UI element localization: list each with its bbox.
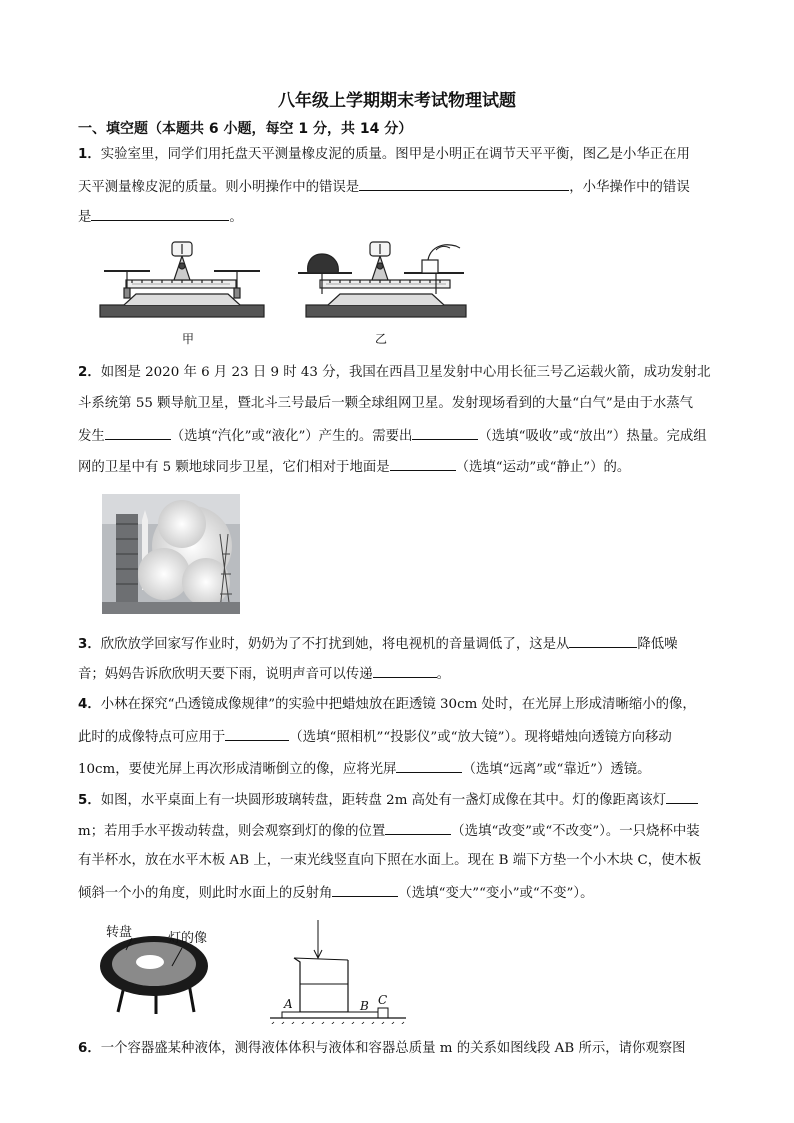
q1-line-1 [78, 145, 690, 165]
q2-text-4b: （选填“运动”或“静止”）的。 [455, 460, 631, 475]
q2-line-3 [78, 425, 707, 447]
q5-blank-3[interactable] [332, 882, 398, 897]
q1-text-1: 实验室里，同学们用托盘天平测量橡皮泥的质量。图甲是小明正在调节天平平衡，图乙是小华正在用 [100, 147, 690, 162]
q2-blank-3[interactable] [390, 456, 456, 471]
label-B: B [360, 999, 369, 1013]
q5-blank-2[interactable] [385, 820, 451, 835]
q1-text-2b: ，小华操作中的错误 [569, 180, 690, 195]
q4-text-2a: 此时的成像特点可应用于 [78, 730, 226, 745]
q3-number: 3． [78, 637, 101, 652]
q5-line-1 [78, 789, 698, 811]
q2-blank-1[interactable] [105, 425, 171, 440]
rocket-launch-photo [102, 494, 240, 614]
q3-blank-2[interactable] [373, 663, 437, 678]
q4-text-1: 小林在探究“凸透镜成像规律”的实验中把蜡烛放在距透镜 30cm 处时，在光屏上形成清晰缩小的像， [100, 697, 696, 712]
caption-yi: 乙 [375, 332, 388, 346]
label-turntable: 转盘 [106, 925, 133, 940]
q2-text-3a: 发生 [78, 429, 105, 444]
q4-blank-2[interactable] [396, 758, 462, 773]
q5-number: 5． [78, 793, 101, 808]
q4-line-3 [78, 758, 651, 780]
q2-text-3b: （选填“汽化”或“液化”）产生的。需要出 [170, 429, 413, 444]
q5-text-1a: 如图，水平桌面上有一块圆形玻璃转盘，距转盘 2m 高处有一盏灯成像在其中。灯的像距离该灯 [100, 793, 667, 808]
q1-text-3a: 是 [78, 210, 92, 225]
q3-text-1b: 降低噪 [637, 637, 678, 652]
q5-text-4b: （选填“变大”“变小”或“不变”）。 [398, 886, 594, 901]
q2-blank-2[interactable] [412, 425, 478, 440]
q2-text-3c: （选填“吸收”或“放出”）热量。完成组 [478, 429, 707, 444]
q3-line-2 [78, 663, 450, 685]
q2-text-1: 如图是 2020 年 6 月 23 日 9 时 43 分，我国在西昌卫星发射中心用长征三号乙运载火箭，成功发射北 [100, 365, 711, 380]
q3-blank-1[interactable] [569, 633, 637, 648]
q3-text-2a: 音；妈妈告诉欣欣明天要下雨，说明声音可以传递 [78, 667, 373, 682]
caption-jia: 甲 [182, 332, 195, 346]
q3-text-2b: 。 [436, 667, 450, 682]
q4-text-3a: 10cm，要使光屏上再次形成清晰倒立的像，应将光屏 [78, 762, 397, 777]
q5-blank-1[interactable] [666, 789, 698, 804]
label-lamp-image: 灯的像 [168, 931, 208, 946]
q5-text-3: 有半杯水，放在水平木板 AB 上，一束光线竖直向下照在水面上。现在 B 端下方垫一个小木块 C，使木板 [78, 853, 702, 868]
q4-line-2 [78, 726, 672, 748]
q5-text-4a: 倾斜一个小的角度，则此时水面上的反射角 [78, 886, 333, 901]
q4-line-1 [78, 695, 696, 715]
q3-line-1 [78, 633, 678, 655]
q2-line-2 [78, 394, 693, 414]
q5-text-2b: （选填“改变”或“不改变”）。一只烧杯中装 [451, 824, 700, 839]
turntable-figure [96, 918, 226, 1018]
q1-blank-2[interactable] [91, 206, 229, 221]
balance-figures [96, 236, 476, 326]
q1-line-3 [78, 206, 243, 228]
label-C: C [378, 993, 388, 1007]
q2-text-2: 斗系统第 55 颗导航卫星，暨北斗三号最后一颗全球组网卫星。发射现场看到的大量“白气”是由于水蒸气 [78, 396, 694, 411]
q1-text-3b: 。 [229, 210, 243, 225]
q5-line-3 [78, 851, 701, 871]
q6-line-1 [78, 1039, 686, 1059]
q6-text-1: 一个容器盛某种液体，测得液体体积与液体和容器总质量 m 的关系如图线段 AB 所示，请你观察图 [100, 1041, 686, 1056]
q4-text-2b: （选填“照相机”“投影仪”或“放大镜”）。现将蜡烛向透镜方向移动 [289, 730, 672, 745]
label-A: A [284, 997, 293, 1011]
q5-line-2 [78, 820, 700, 842]
section-heading: 一、填空题（本题共 6 小题，每空 1 分，共 14 分） [78, 121, 413, 137]
q1-text-2a: 天平测量橡皮泥的质量。则小明操作中的错误是 [78, 180, 360, 195]
q2-line-4 [78, 456, 630, 478]
q4-number: 4． [78, 697, 101, 712]
q5-line-4 [78, 882, 593, 904]
q4-blank-1[interactable] [225, 726, 289, 741]
q1-line-2 [78, 176, 690, 198]
balance-yi [298, 242, 466, 317]
q5-text-2a: m；若用手水平拨动转盘，则会观察到灯的像的位置 [78, 824, 386, 839]
q3-text-1a: 欣欣放学回家写作业时，奶奶为了不打扰到她，将电视机的音量调低了，这是从 [100, 637, 570, 652]
q6-number: 6． [78, 1041, 101, 1056]
q2-text-4a: 网的卫星中有 5 颗地球同步卫星，它们相对于地面是 [78, 460, 390, 475]
q2-line-1 [78, 363, 711, 383]
q1-number: 1． [78, 147, 101, 162]
page-title: 八年级上学期期末考试物理试题 [278, 91, 516, 111]
q2-number: 2． [78, 365, 101, 380]
q4-text-3b: （选填“远离”或“靠近”）透镜。 [462, 762, 651, 777]
q1-blank-1[interactable] [359, 176, 569, 191]
beaker-figure [268, 918, 408, 1024]
balance-jia [100, 242, 264, 317]
